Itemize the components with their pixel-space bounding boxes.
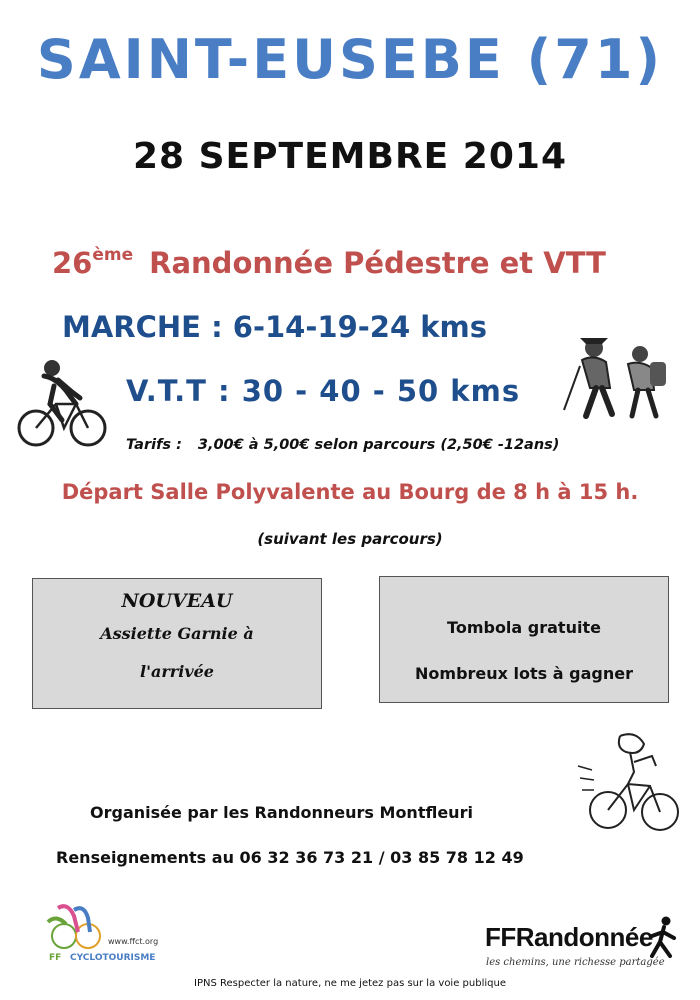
- ffrandonnee-tagline: les chemins, une richesse partagée: [486, 957, 665, 968]
- ffct-ff-label: FF: [49, 953, 62, 963]
- ffrandonnee-logo-text: FFRandonnée: [485, 922, 653, 952]
- nouveau-line-1: Assiette Garnie à: [100, 624, 254, 643]
- edition-suffix: ème: [92, 245, 134, 265]
- ffct-url: www.ffct.org: [108, 937, 159, 946]
- event-date: 28 SEPTEMBRE 2014: [133, 136, 567, 177]
- tarifs-line: [126, 437, 559, 453]
- tombola-box: [379, 576, 669, 703]
- ffct-name: CYCLOTOURISME: [70, 953, 156, 963]
- edition-number: 26: [52, 246, 93, 280]
- hikers-illustration: [556, 332, 676, 422]
- tombola-line-2: Nombreux lots à gagner: [415, 664, 633, 683]
- walker-logo-icon: [646, 916, 680, 960]
- cyclist-illustration: [14, 358, 114, 456]
- ffct-logo-icon: [44, 902, 114, 952]
- depart-info: Départ Salle Polyvalente au Bourg de 8 h à 15 h.: [61, 480, 639, 504]
- poster-title: SAINT-EUSEBE (71): [36, 28, 664, 91]
- tarifs-value: 3,00€ à 5,00€ selon parcours (2,50€ -12ans): [197, 437, 560, 453]
- contact-phone-line: Renseignements au 06 32 36 73 21 / 03 85 78 12 49: [56, 848, 524, 867]
- event-name: Randonnée Pédestre et VTT: [149, 246, 606, 280]
- cartoon-cyclist-illustration: [574, 726, 686, 838]
- marche-distances: MARCHE : 6-14-19-24 kms: [62, 310, 488, 344]
- nouveau-heading: NOUVEAU: [121, 590, 233, 612]
- footer-notice: IPNS Respecter la nature, ne me jetez pas sur la voie publique: [194, 978, 506, 989]
- tombola-line-1: Tombola gratuite: [447, 618, 601, 637]
- nouveau-box: [32, 578, 322, 709]
- event-edition: [52, 245, 606, 280]
- organiser-line: Organisée par les Randonneurs Montfleuri: [90, 803, 473, 822]
- vtt-distances: V.T.T : 30 - 40 - 50 kms: [126, 374, 521, 408]
- tarifs-label: Tarifs :: [126, 437, 182, 453]
- suivant-note: (suivant les parcours): [257, 530, 443, 548]
- nouveau-line-2: l'arrivée: [140, 662, 214, 681]
